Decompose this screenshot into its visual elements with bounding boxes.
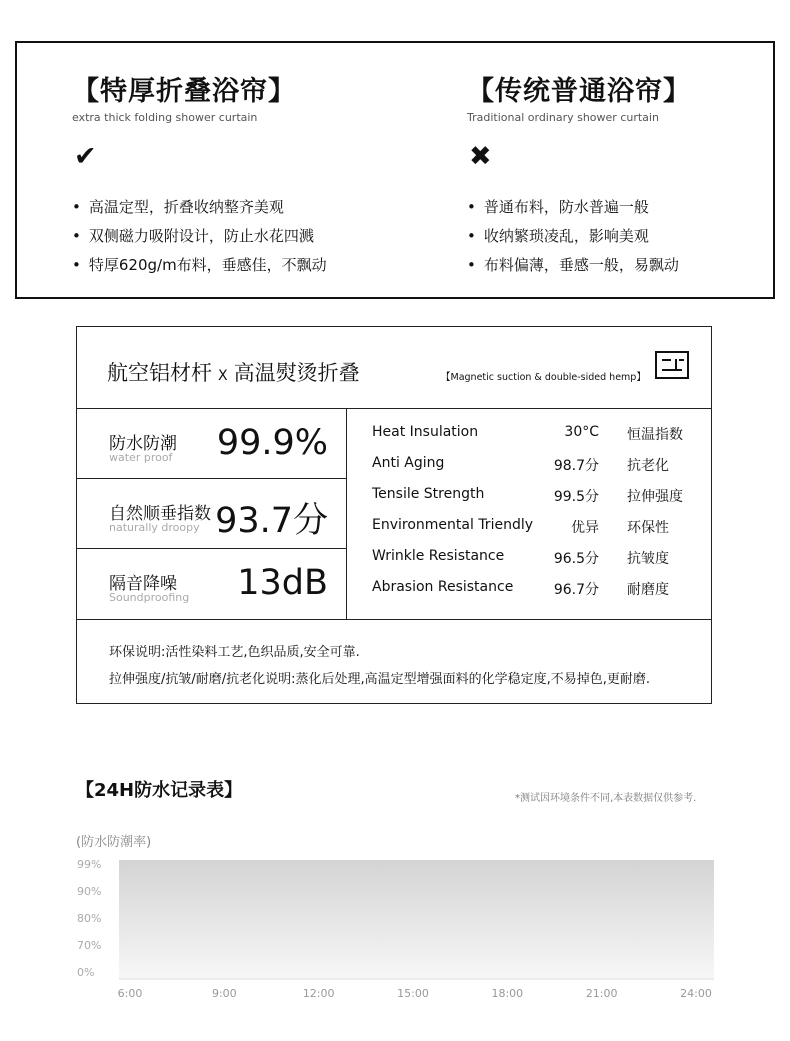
x-tick-label: 21:00 xyxy=(585,987,618,1000)
list-item: • 特厚620g/m布料，垂感佳，不飘动 xyxy=(72,251,327,280)
chart-disclaimer: *测试因环境条件不同,本表数据仅供参考. xyxy=(515,793,697,804)
y-tick-label: 80% xyxy=(77,912,102,925)
ordinary-curtain-title: 【传统普通浴帘】 xyxy=(467,76,691,107)
footnote-durability: 拉伸强度/抗皱/耐磨/抗老化说明:蒸化后处理,高温定型增强面料的化学稳定度,不易掉色,更耐磨. xyxy=(109,672,651,687)
metric-sublabel: water proof xyxy=(109,451,173,464)
y-tick-label: 0% xyxy=(77,966,95,979)
property-label-zh: 耐磨度 xyxy=(627,582,669,598)
list-item: • 布料偏薄，垂感一般，易飘动 xyxy=(467,251,679,280)
property-name: Heat Insulation xyxy=(372,424,479,440)
metric-label: 自然顺垂指数 xyxy=(109,504,211,524)
chart-y-axis-label: (防水防潮率) xyxy=(76,835,152,850)
x-tick-label: 6:00 xyxy=(117,987,143,1000)
property-name: Anti Aging xyxy=(372,455,445,471)
metric-value: 93.7分 xyxy=(215,501,328,541)
list-item: • 收纳繁琐凌乱，影响美观 xyxy=(467,222,679,251)
property-value: 96.5分 xyxy=(553,551,599,567)
property-value: 96.7分 xyxy=(553,582,599,598)
list-item: • 双侧磁力吸附设计，防止水花四溅 xyxy=(72,222,327,251)
property-value: 30°C xyxy=(564,424,599,440)
property-label-zh: 抗皱度 xyxy=(627,551,669,567)
y-tick-label: 70% xyxy=(77,939,102,952)
x-tick-label: 9:00 xyxy=(211,987,237,1000)
spec-heading-part2: 高温熨烫折叠 xyxy=(233,361,360,385)
property-value: 优异 xyxy=(571,520,599,536)
list-item: • 高温定型，折叠收纳整齐美观 xyxy=(72,193,327,222)
x-tick-label: 12:00 xyxy=(302,987,335,1000)
spec-heading-x: X xyxy=(218,368,228,384)
property-value: 99.5分 xyxy=(553,489,599,505)
metric-value: 13dB xyxy=(237,563,328,603)
property-name: Environmental Triendly xyxy=(372,517,533,533)
check-icon: ✔ xyxy=(74,141,97,172)
ordinary-curtain-subtitle: Traditional ordinary shower curtain xyxy=(467,111,659,124)
metric-sublabel: Soundproofing xyxy=(109,591,190,604)
waterproof-rate-area xyxy=(119,860,714,979)
metric-sublabel: naturally droopy xyxy=(109,521,200,534)
folding-curtain-subtitle: extra thick folding shower curtain xyxy=(72,111,258,124)
y-tick-label: 90% xyxy=(77,885,102,898)
property-name: Abrasion Resistance xyxy=(372,579,514,595)
x-tick-label: 18:00 xyxy=(491,987,524,1000)
spec-heading-part1: 航空铝材杆 xyxy=(107,361,212,385)
chart-title: 【24H防水记录表】 xyxy=(76,780,243,801)
spec-header-note: 【Magnetic suction & double-sided hemp】 xyxy=(441,372,646,383)
property-name: Tensile Strength xyxy=(372,486,485,502)
metric-label: 隔音降噪 xyxy=(109,574,177,594)
metric-label: 防水防潮 xyxy=(109,434,177,454)
x-tick-label: 24:00 xyxy=(680,987,712,1000)
y-tick-label: 99% xyxy=(77,858,102,871)
x-tick-label: 15:00 xyxy=(397,987,429,1000)
property-label-zh: 环保性 xyxy=(627,520,669,536)
list-item: • 普通布料，防水普遍一般 xyxy=(467,193,679,222)
property-name: Wrinkle Resistance xyxy=(372,548,505,564)
property-label-zh: 拉伸强度 xyxy=(627,489,683,505)
metric-value: 99.9% xyxy=(216,423,328,463)
property-label-zh: 抗老化 xyxy=(627,458,669,474)
property-value: 98.7分 xyxy=(553,458,599,474)
folding-curtain-title: 【特厚折叠浴帘】 xyxy=(72,76,296,107)
footnote-environment: 环保说明:活性染料工艺,色织品质,安全可靠. xyxy=(109,645,360,660)
cross-icon: ✖ xyxy=(469,141,492,172)
property-label-zh: 恒温指数 xyxy=(627,427,683,443)
